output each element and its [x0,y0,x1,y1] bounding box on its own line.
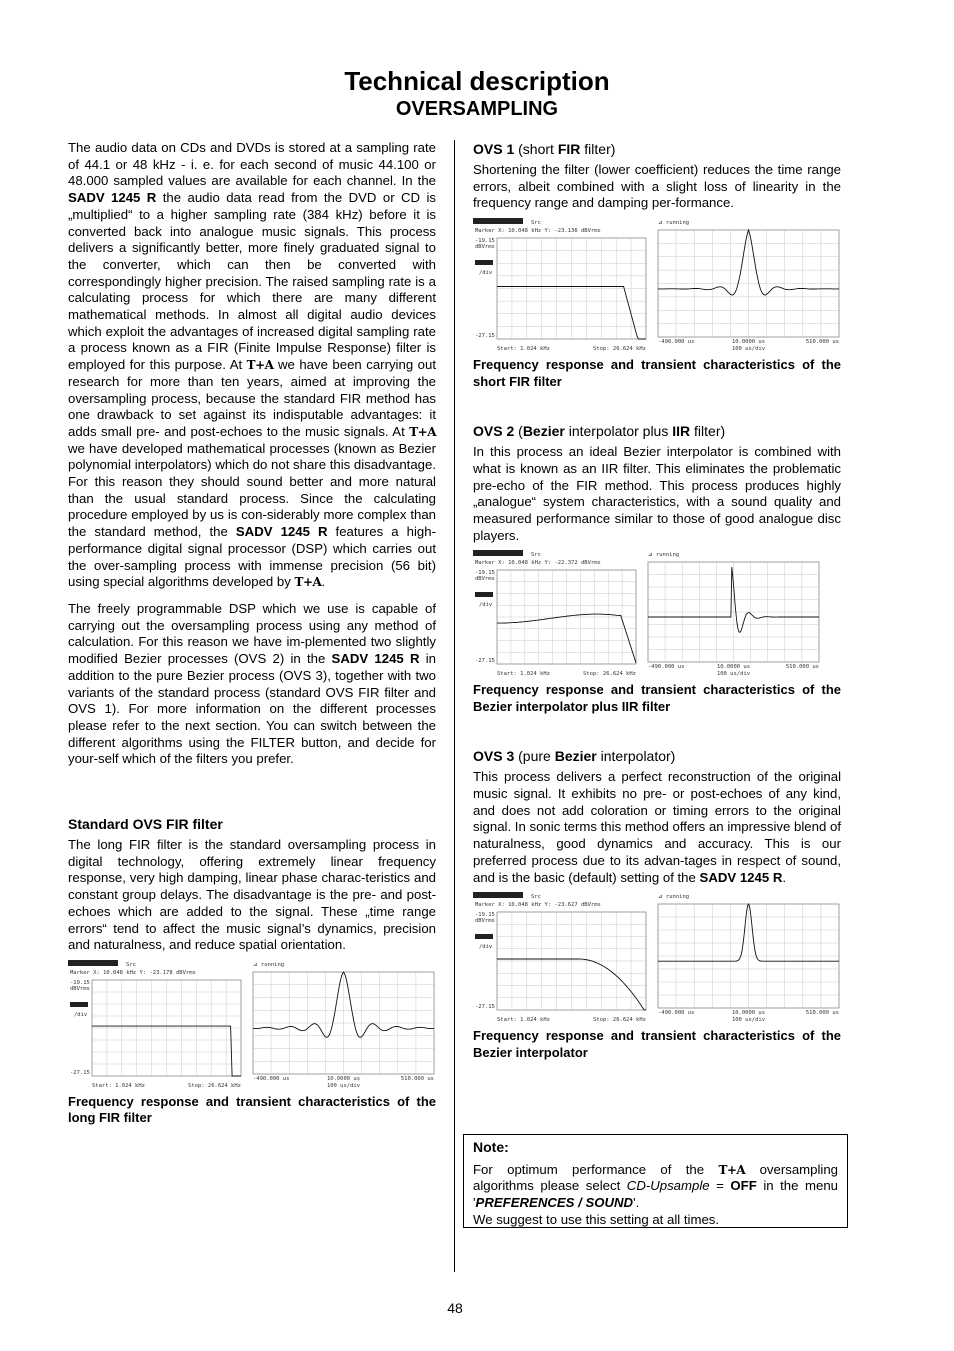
plot-time-end: 510.000 us [805,1010,839,1017]
plot-time-start: -490.000 us [648,664,685,671]
plot-marker-readout: Marker X: 10.048 kHz Y: -23.178 dBVrms [70,969,196,976]
ta-logo: T+A [718,1162,746,1177]
ovs3-plots [473,892,841,1024]
plot-stop: Stop: 26.624 kHz [583,671,636,678]
plot-stop: Stop: 26.624 kHz [593,1017,646,1024]
standard-fir-plots [68,960,436,1090]
transient-response-plot [656,892,841,1024]
column-divider [454,140,455,1272]
plot-src-label: Src [531,552,541,559]
plot-stop: Stop: 26.624 kHz [188,1082,241,1089]
transient-response-plot [646,550,821,678]
ovs1-heading: OVS 1 (short FIR filter) [473,141,616,157]
plot-unit: dBVrms [475,576,495,583]
plot-unit: dBVrms [475,918,495,925]
plot-running-label: ⊿ running [648,552,680,559]
frequency-response-plot [473,892,648,1024]
page-title: Technical description [344,66,610,96]
plot-div: /div [479,944,493,951]
dsp-paragraph: The freely programmable DSP which we use is capable of carrying out the oversampling process using any method of calculation. For this reason we have im-plemented two slightly modified Bezier processes (OVS 2) in the SADV 1245 R in addition to the pure Bezier process (OVS 3), together with two variants of the standard process (standard OVS FIR filter and OVS 1). For more information on the different processes please refer to the next section. You can switch between the different algorithms using the FILTER button, and decide for your-self which of the filters you prefer. [68,600,436,767]
right-column [473,140,841,1061]
page-subtitle: OVERSAMPLING [395,98,559,120]
ovs2-plots [473,550,841,678]
ta-logo: T+A [246,358,274,373]
plot-div: /div [479,270,493,277]
plot-time-start: -490.000 us [658,1010,695,1017]
plot-top-value: -19.15 [475,238,495,245]
ta-logo: T+A [294,575,322,590]
ovs3-heading: OVS 3 (pure Bezier interpolator) [473,748,676,765]
standard-fir-text: The long FIR filter is the standard oversampling process in digital technology, offering extremely linear frequency response, very high damping, linear phase charac-teristics and constant group delays. The disadvantage is the pre- and post-echoes which are added to the signal. These „time range errors“ tend to affect the music signal’s dynamics, precision and naturalness, and reduce spatial orientation. [68,837,436,953]
plot-start: Start: 1.024 kHz [92,1082,145,1089]
plot-top-value: -19.15 [475,912,495,919]
plot-running-label: ⊿ running [658,220,690,227]
plot-top-value: -19.15 [70,979,90,986]
plot-src-label: Src [531,220,541,227]
plot-time-mid: 10.0000 us [716,664,751,671]
ovs2-heading: OVS 2 (Bezier interpolator plus IIR filter) [473,423,726,440]
plot-unit: dBVrms [475,244,495,251]
note-heading: Note: [473,1139,509,1155]
plot-marker-readout: Marker X: 10.048 kHz Y: -23.136 dBVrms [475,228,601,235]
plot-bottom-value: -27.15 [475,1004,495,1011]
note-text: For optimum performance of the T+A oversampling algorithms please select CD-Upsample = OFF in the menu 'PREFERENCES / SOUND'. [473,1161,839,1211]
plot-running-label: ⊿ running [658,894,690,901]
plot-time-end: 510.000 us [805,339,839,346]
plot-start: Start: 1.024 kHz [497,346,550,353]
left-column [68,140,436,1127]
plot-time-mid: 10.0000 us [731,339,766,346]
plot-time-div: 100 us/div [716,671,751,678]
plot-time-mid: 10.0000 us [731,1010,766,1017]
plot-start: Start: 1.024 kHz [497,671,550,678]
ovs2-text: In this process an ideal Bezier interpolator is combined with what is known as an IIR filter. This eliminates the problematic pre-echo of the FIR method. This process produces highly „analogue“ system characteristics, with a sound quality and measured performance similar to those of good analogue disc players. [473,444,841,543]
intro-paragraph: The audio data on CDs and DVDs is stored at a sampling rate of 44.1 or 48 kHz - i. e. for each second of music 44.100 or 48.000 sampled values are available for each channel. In the SADV 1245 R the audio data read from the DVD or CD is „multiplied“ to a higher sampling rate (384 kHz) before it is converted back into analogue music signals. This process delivers a significantly better, more finely graduated signal to the converter, which can then be converted with correspondingly higher precision. The raised sampling rate is a calculating process for which there are many different mathematical methods. In almost all digital audio devices which exploit the advantages of increased digital sampling rate a process known as a FIR (Finite Impulse Response) filter is employed for this purpose. At T+A we have been carrying out research for more than ten years, aimed at improving the oversampling process, because the standard FIR method has one drawback to set against its indisputable advantages: it adds small pre- and post-echoes to the music signals. At T+A we have developed mathematical processes (known as Bezier polynomial interpolators) which do not share this disadvantage. For this reason they should sound better and more natural than the usual standard process. Since the calculating procedure employed by us is con-siderably more complex than the standard method, the SADV 1245 R features a high-performance digital signal processor (DSP) which carries out the over-sampling process with immense precision (56 bit) using special algorithms developed by T+A. [68,140,437,590]
plot-time-div: 100 us/div [731,1017,766,1024]
plot-time-start: -490.000 us [253,1075,290,1082]
plot-time-end: 510.000 us [400,1075,434,1082]
plot-stop: Stop: 26.624 kHz [593,346,646,353]
ovs3-text: This process delivers a perfect reconstruction of the original music signal. It exhibits no pre- or post-echoes of any kind, and does not add coloration or timing errors to the original signal. In sonic terms this method offers an impressive blend of naturalness, good dynamics and accuracy. This is our preferred process due to its advan-tages in respect of sound, and is the basic (default) setting of the SADV 1245 R. [473,769,841,885]
ovs1-text: Shortening the filter (lower coefficient) reduces the time range errors, albeit combined with a slight loss of linearity in the frequency range and damping per-formance. [473,162,841,211]
plot-time-div: 100 us/div [731,346,766,353]
standard-fir-caption: Frequency response and transient characteristics of the long FIR filter [68,1093,436,1126]
note-box [463,1134,848,1228]
plot-time-start: -490.000 us [658,339,695,346]
plot-start: Start: 1.024 kHz [497,1017,550,1024]
product-name: SADV 1245 R [331,651,420,667]
frequency-response-plot [68,960,243,1090]
plot-time-mid: 10.0000 us [326,1075,361,1082]
product-name: SADV 1245 R [235,524,328,540]
plot-src-label: Src [126,961,136,968]
plot-bottom-value: -27.15 [475,658,495,665]
note-suggestion: We suggest to use this setting at all times. [473,1211,720,1227]
product-name: SADV 1245 R [699,869,783,885]
frequency-response-plot [473,218,648,353]
plot-time-end: 510.000 us [785,664,819,671]
product-name: SADV 1245 R [68,190,157,206]
plot-div: /div [74,1011,88,1018]
plot-unit: dBVrms [70,985,90,992]
ovs1-caption: Frequency response and transient characteristics of the short FIR filter [473,357,841,389]
plot-bottom-value: -27.15 [70,1069,90,1076]
frequency-response-plot [473,550,638,678]
plot-time-div: 100 us/div [326,1082,361,1089]
transient-response-plot [656,218,841,353]
plot-top-value: -19.15 [475,570,495,577]
plot-marker-readout: Marker X: 10.048 kHz Y: -22.372 dBVrms [475,560,601,567]
transient-response-plot [251,960,436,1090]
ovs2-caption: Frequency response and transient characteristics of the Bezier interpolator plus IIR filter [473,682,841,714]
plot-bottom-value: -27.15 [475,333,495,340]
plot-running-label: ⊿ running [253,961,285,968]
plot-div: /div [479,602,493,609]
plot-marker-readout: Marker X: 10.048 kHz Y: -23.627 dBVrms [475,902,601,909]
ovs3-caption: Frequency response and transient characteristics of the Bezier interpolator [473,1028,841,1060]
plot-src-label: Src [531,894,541,901]
ovs1-plots [473,218,841,353]
standard-fir-heading: Standard OVS FIR filter [68,816,223,833]
page-number: 48 [447,1300,463,1316]
ta-logo: T+A [409,424,436,439]
